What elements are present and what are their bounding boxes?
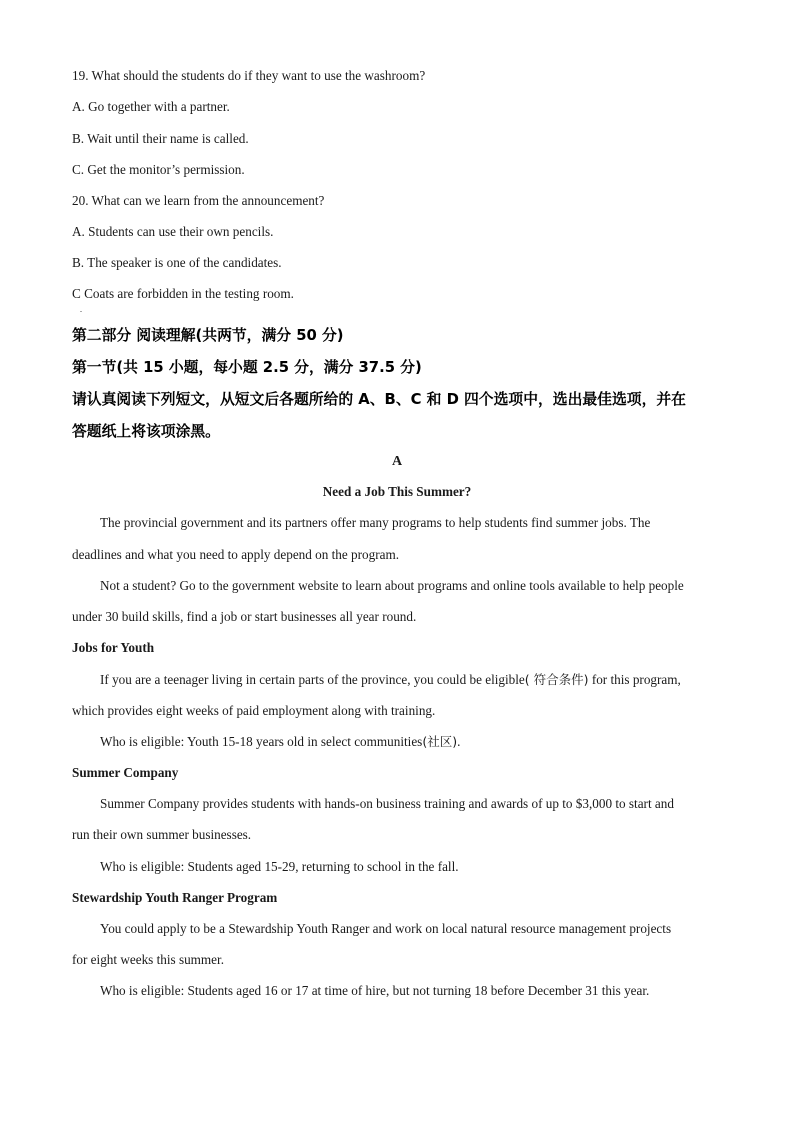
jobs-for-youth-text-b: for this program, bbox=[588, 672, 681, 687]
section-one-title: 第一节(共 15 小题，每小题 2.5 分，满分 37.5 分) bbox=[72, 359, 422, 376]
jobs-for-youth-text-a: If you are a teenager living in certain parts of the province, you could be eligible bbox=[100, 672, 525, 687]
q20-option-b: B. The speaker is one of the candidates. bbox=[72, 255, 282, 270]
eligibility-text-a: Who is eligible: Youth 15-18 years old in select communities bbox=[100, 734, 423, 749]
passage-letter: A bbox=[391, 454, 403, 469]
summer-company-line-2: run their own summer businesses. bbox=[72, 827, 252, 842]
heading-summer-company: Summer Company bbox=[72, 765, 179, 780]
jobs-for-youth-line-2: which provides eight weeks of paid employment along with training. bbox=[72, 703, 436, 718]
eligibility-gloss: (社区) bbox=[422, 734, 458, 749]
paragraph-2-line-2: under 30 build skills, find a job or start businesses all year round. bbox=[72, 609, 417, 624]
paragraph-1-line-2: deadlines and what you need to apply depend on the program. bbox=[72, 547, 400, 562]
instruction-line-1: 请认真阅读下列短文，从短文后各题所给的 A、B、C 和 D 四个选项中，选出最佳选项，并在 bbox=[72, 391, 686, 408]
question-19: 19. What should the students do if they want to use the washroom? bbox=[72, 68, 426, 83]
q20-option-c: C Coats are forbidden in the testing room. bbox=[72, 286, 294, 301]
ranger-program-line-1: You could apply to be a Stewardship Youth Ranger and work on local natural resource management projects bbox=[100, 921, 672, 936]
paragraph-1-line-1: The provincial government and its partners offer many programs to help students find summer jobs. The bbox=[100, 515, 651, 530]
q19-option-a: A. Go together with a partner. bbox=[72, 99, 230, 114]
ranger-program-line-2: for eight weeks this summer. bbox=[72, 952, 224, 967]
jobs-for-youth-gloss: ( 符合条件) bbox=[524, 672, 589, 687]
q19-option-c: C. Get the monitor’s permission. bbox=[72, 162, 245, 177]
q20-option-a: A. Students can use their own pencils. bbox=[72, 224, 274, 239]
jobs-for-youth-line-1 bbox=[100, 671, 681, 689]
stray-mark: . bbox=[80, 305, 82, 314]
paragraph-2-line-1: Not a student? Go to the government website to learn about programs and online tools available to help people bbox=[100, 578, 684, 593]
heading-ranger-program: Stewardship Youth Ranger Program bbox=[72, 890, 278, 905]
question-20: 20. What can we learn from the announcement? bbox=[72, 193, 325, 208]
jobs-for-youth-eligibility bbox=[100, 733, 460, 751]
eligibility-text-b: . bbox=[457, 734, 461, 749]
instruction-line-2: 答题纸上将该项涂黑。 bbox=[72, 423, 220, 440]
passage-title: Need a Job This Summer? bbox=[322, 484, 472, 499]
summer-company-eligibility: Who is eligible: Students aged 15-29, returning to school in the fall. bbox=[100, 859, 459, 874]
ranger-program-eligibility: Who is eligible: Students aged 16 or 17 at time of hire, but not turning 18 before December 31 this year. bbox=[100, 983, 650, 998]
heading-jobs-for-youth: Jobs for Youth bbox=[72, 640, 155, 655]
q19-option-b: B. Wait until their name is called. bbox=[72, 131, 249, 146]
summer-company-line-1: Summer Company provides students with hands-on business training and awards of up to $3,000 to start and bbox=[100, 796, 674, 811]
part-two-title: 第二部分 阅读理解(共两节，满分 50 分) bbox=[72, 327, 344, 344]
